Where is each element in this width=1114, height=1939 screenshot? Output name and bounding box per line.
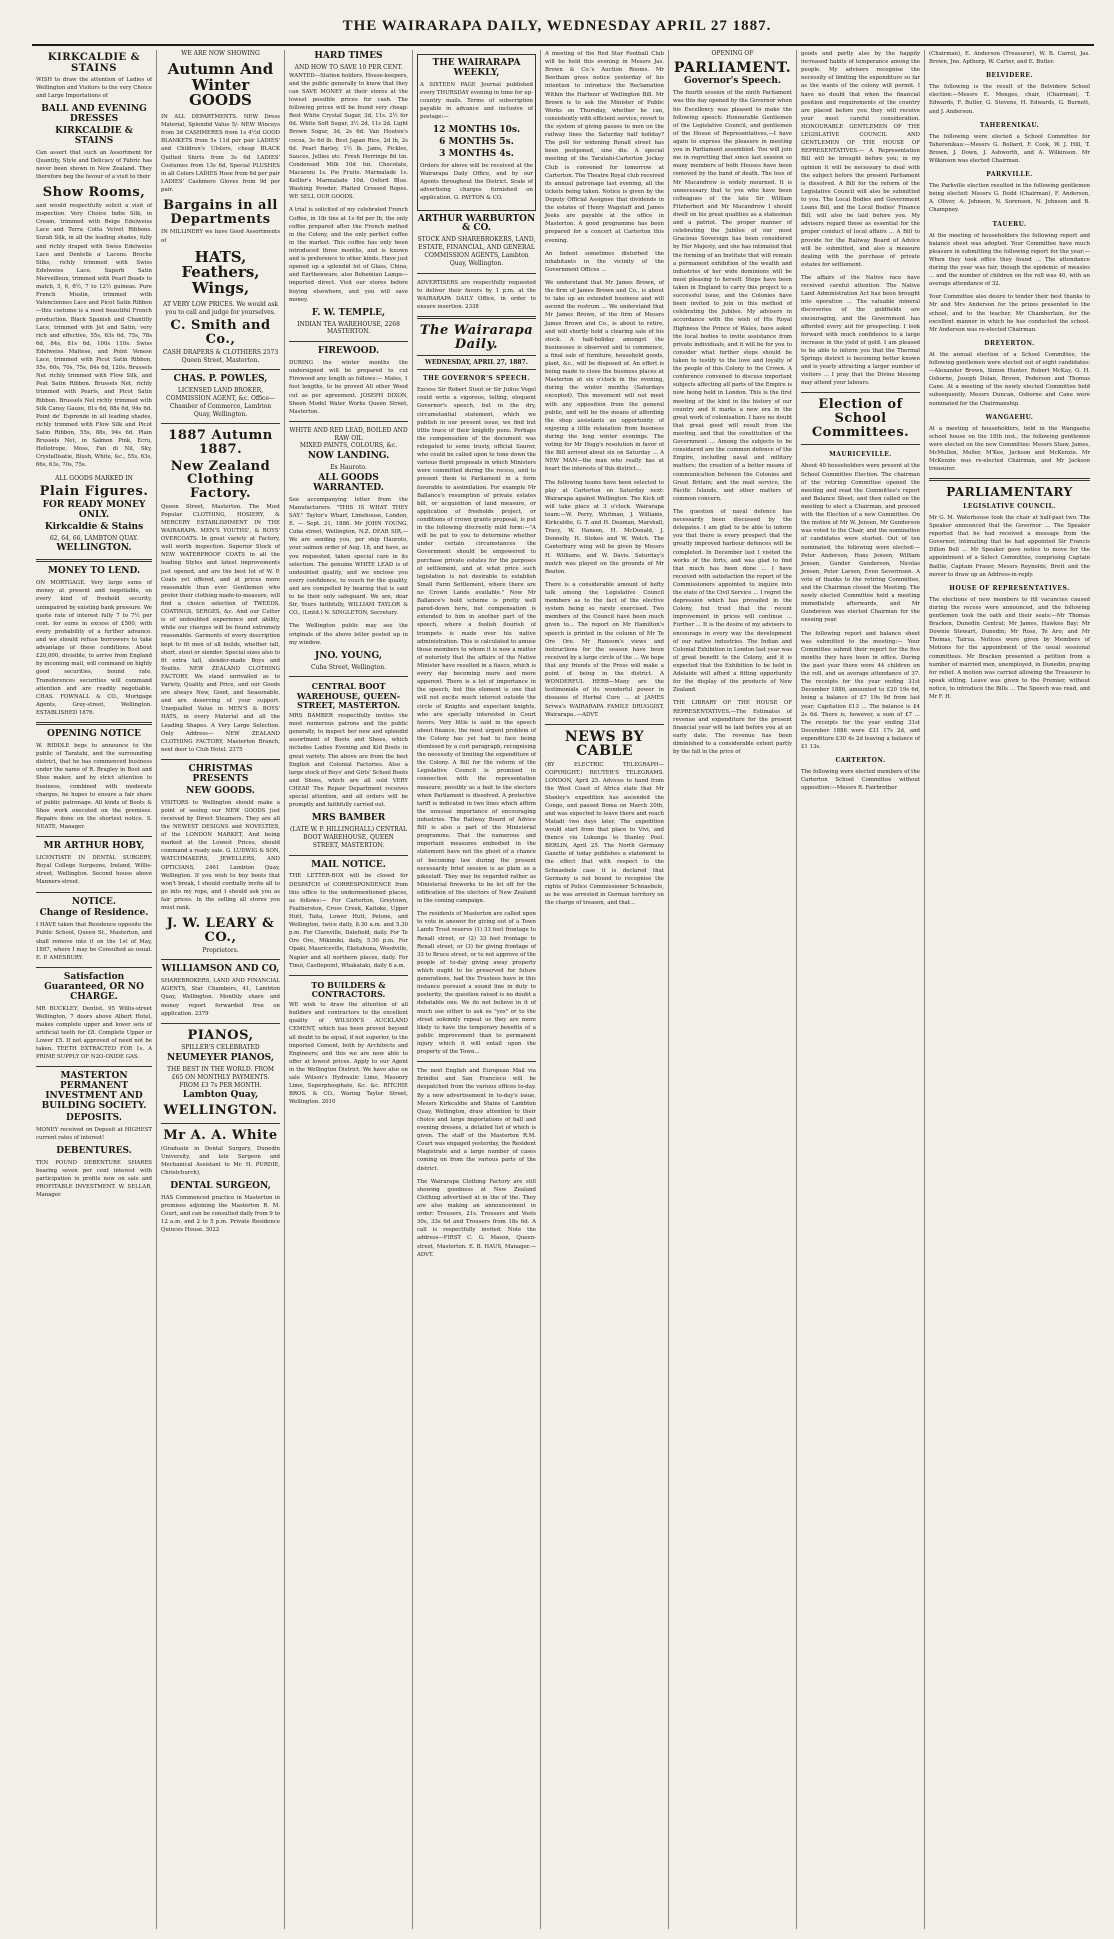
ad-text: Queen Street, Masterton. The Most Popular CLOTHING, HOSIERY, & MERCERY ESTABLISHMENT IN THE WAIRARAPA. MEN'S YOUTHS', & BOYS' OVERCOATS. In great variety at Factory, well worth inspection. Superior Stock of NEW WATERPROOF COATS in all the leading Styles and latest improvements just opened, and are the best lot of W. P. Coats yet offered, and at prices more reasonable than ever. Gentlemen who prefer their clothing made-to-measure, will find a choice selection of TWEEDS, COATINGS, SERGES, &c. And our Cutter is of undoubted experience and ability, while our charges will be found extremely reasonable. Garments of every description kept to fit men of all builds, whether tall, short, stout or slender. Special sizes also to fit extra tall, slender-made Boys and Youths. NEW ZEALAND CLOTHING FACTORY. We stand unrivalled as to Variety, Quality and Price, and our Goods are always New, Good, and Seasonable, and are deserving of your support. Unequalled Value in MEN'S & BOYS' HATS, in every Material and all the Leading Shapes. A Very Large Selection. Only Address— NEW ZEALAND CLOTHING FACTORY, Masterton Branch, next door to Club Hotel. 2375 — [161, 503, 280, 753]
ad-text: IN MILLINERY we have Good Assortments of — [161, 229, 280, 244]
ad-headline: NOTICE. — [71, 896, 117, 907]
article-kicker: OPENING OF — [711, 50, 754, 57]
ad-headline: WILLIAMSON AND CO, — [161, 964, 280, 975]
divider — [289, 341, 408, 342]
article-text: At the annual election of a School Committee, the following gentlemen were elected out of eight candidates:—Alexander Brown, Simon Hunter, Robert McKay, O. H. Osborne, Joseph Dolan, Brown, Pederson and Thomas Cane. At a meeting of the newly elected Committee held subsequently, Messrs Duncan, Osborne and Cane were nominated for the Chairmanship. — [929, 351, 1090, 407]
ad-headline: Mr A. A. White — [163, 1128, 278, 1143]
ad-text: STOCK AND SHAREBROKERS, LAND, ESTATE, FINANCIAL, AND GENERAL COMMISSION AGENTS, Lambton Quay, Wellington. — [417, 236, 536, 267]
ad-text: HAS Commenced practice in Masterton in premises adjoining the Masterton R. M. Court, and can be consulted daily from 9 to 12 a.m. and 2 to 5 p.m. Private Residence Quinces House. 3022 — [161, 1194, 280, 1234]
article-text: About 40 householders were present at the School Committee Election. The chairman of the retiring Committee opened the meeting and read the Committee's report and Balance Sheet, and then called on the meeting to elect a Chairman, and proceed with the Election of a new Committee. On the motion of Mr W. Jensen, Mr Gunderson was voted to the Chair, and the nomination of candidates were started. Out of ten nominated, the following were elected:—Peter Anderson, Hans Jensen, William Jensen, Gunder Gunderson, Nicolas Jensen, Peter Larsen, Even Severinsen. A vote of thanks to the retiring Committee, and the Chairman closed the Meeting. The newly elected Committee held a meeting immediately afterwards, and Mr Gunderson was elected Chairman for the ensuing year. — [801, 463, 920, 624]
ad-text: Orders for above will be received at the Wairarapa Daily Office, and by our Agents throughout the District. Scale of advertising charges furnished on application. G. PAYTON & CO. — [420, 163, 533, 202]
article-headline: PARLIAMENTARY — [946, 485, 1073, 500]
ad-text: MIXED PAINTS, COLOURS, &c. — [299, 442, 398, 450]
article-text: We understand that Mr James Brown, of the firm of James Brown and Co., is about to take up an extended business and will ascend the rostrum ... We understand that Mr James Brown, of the firm of Messrs James Brown and Co., is about to retire, and will shortly hold a clearing sale of his stock. A half-holiday amongst the businesses is observed and to commence, a final sale of furniture, household goods, plant, &c., will be disposed of. An effort is being made to close the business places at Masterton at six o'clock in the evening, during the winter months (Saturdays excepted). This movement will not meet with any opposition from the general public, and will be the means of affording the shop assistants an opportunity of enjoying a little relaxation from business during the long winter evenings. The voting for Mr Hogg's resolution in favor of the Bill arrived about six on Saturday ... A NEW MAN—the man who really has at heart the interests of this district... — [545, 279, 664, 473]
masthead-rule — [32, 44, 1094, 46]
price-row: 12 MONTHS 10s. — [432, 125, 521, 136]
divider — [161, 759, 280, 760]
ad-text: A SIXTEEN PAGE Journal published every THURSDAY evening in time for up-country mails. Terms of subscription payable in advance and inclusive of postage:— — [420, 81, 533, 121]
divider — [289, 975, 408, 976]
ad-headline: J. W. LEARY & CO., — [166, 916, 275, 945]
divider — [289, 855, 408, 856]
ad-text: W. RIDDLE begs to announce to the public of Taratahi, and the surrounding district, that he has commenced business under the name of R. Bragley in Boot and Shoe maker, and by strict attention to business, combined with moderate charges, he hopes to ensure a fair share of public patronage. All kinds of Boots & Shoe work executed on the premises. Repairs done on the shortest notice. S. NEATE, Manager. — [36, 743, 152, 831]
divider — [161, 1123, 280, 1124]
column-2 — [156, 50, 284, 1929]
ad-headline: WELLINGTON. — [56, 543, 132, 554]
article-subheadline: Governor's Speech. — [683, 76, 782, 87]
article-text: An Indent sometimes disturbed the inhabitants in the vicinity of the Government Offices ... — [545, 250, 664, 273]
ad-headline: New Zealand Clothing Factory. — [170, 458, 271, 501]
article-subheadline: HOUSE OF REPRESENTATIVES. — [949, 584, 1070, 592]
divider — [36, 892, 152, 893]
ad-text: SPILLER'S CELEBRATED — [181, 1044, 260, 1052]
divider — [417, 273, 536, 274]
article-text: (BY ELECTRIC TELEGRAPH—COPYRIGHT.) REUTER'S TELEGRAMS. LONDON, April 25. Advices to hand from the West Coast of Africa state that Mr Stanley's expedition has ascended the Congo, and passed Boma on March 20th, and was expected to leave there and reach Matadi two days later. The expedition would start from that place to Vivi, and thence via Lukunga to Stanley Pool. BERLIN, April 25. The North Germany Gazette of today publishes a statement to the effect that with respect to the Schnaebele case it is declared that Germany is not bound to recognise the rights of Police Commissioner Schnaebele, as he was arrested in German territory on the charge of treason, and that... — [545, 762, 664, 906]
ad-text: The Wellington public may see the originals of the above letter posted up in my window. — [289, 623, 408, 646]
ad-headline: HATS, Feathers, Wings, — [181, 247, 260, 298]
ad-headline: FOR READY MONEY ONLY. — [42, 500, 146, 520]
ad-headline: NEW GOODS. — [186, 785, 255, 796]
ad-headline: Autumn And Winter GOODS — [167, 59, 274, 110]
masthead — [0, 0, 1114, 40]
divider — [417, 1061, 536, 1062]
ad-headline: KIRKCALDIE & STAINS — [47, 52, 141, 74]
article-text: The following report and balance sheet was submitted to the meeting:— Your Committee submit their report for the five months they have been in office. During the past year there were 44 children on the roll, and an average attendance of 37. The receipts for the year ending 31st December 1886, amounted to £20 19s 6d, being a balance of £7 19s 9d from last year; Capitation £13 ... The balance is £4 2s 6d. There is, however, a sum of £7 ... The receipts for the year ending 31st December 1886 were £31 17s 2d, and expenditure £30 4s 2d leaving a balance of £1 13s. — [801, 630, 920, 751]
ad-text: LICENTIATE IN DENTAL SURGERY, Royal College Surgeons, Ireland, Willis-street, Wellington. Second house above Manners-street. — [36, 855, 152, 886]
ad-text: (Graduate in Dental Surgery, Dunedin University, and late Surgeon and Mechanical Assistant to Mr. H. PURDIE, Christchurch), — [161, 1145, 280, 1176]
article-subheadline: MAURICEVILLE. — [829, 451, 892, 459]
ad-text: MR BUCKLEY, Dentist, 95 Willis-street Wellington, 7 doors above Albert Hotel, makes complete upper and lower sets of artificial teeth for £8. Complete Upper or Lower £5. If not approved of need not be taken. TEETH EXTRACTED FOR 1s. A PRIME SUPPLY OF N2O-OXIDE GAS. — [36, 1005, 152, 1061]
ad-text: Proprietors. — [202, 946, 239, 954]
article-subheadline: PARKVILLE. — [986, 171, 1033, 179]
ad-headline: ARTHUR WARBURTON & CO. — [417, 213, 536, 234]
ad-headline: MONEY TO LEND. — [47, 566, 141, 577]
ad-text: LICENSED LAND BROKER, COMMISSION AGENT, &c. Office—Chamber of Commerce, Lambton Quay, Wellington. — [166, 387, 275, 418]
article-text: goods and partly also by the happily increased habits of temperance among the people. My advisers recognise the necessity of limiting the expenditure so far as the wants of the colony will permit. I have no doubt that when the financial position and requirements of the country are placed before you they will receive your most careful consideration. HONOURABLE GENTLEMEN OF THE LEGISLATIVE COUNCIL AND GENTLEMEN OF THE HOUSE OF REPRESENTATIVES.— A Representation Bill will be brought before you; in my opinion it will be necessary to deal with the subject before the present Parliament is dissolved. A Bill for the reform of the Legislative Council will also be submitted to you. The Local Bodies and Government Loans Bill, and the Local Bodies' Finance Bill, will also be laid before you. My advisers regard these as essential for the proper conduct of local affairs ... A Bill to provide for the Railway Board of Advice will be submitted, and also a measure dealing with the purchase of private estates for settlement. — [801, 51, 920, 268]
ad-headline: PIANOS, — [187, 1027, 254, 1043]
ad-headline: WELLINGTON. — [163, 1103, 278, 1119]
ad-text: Cuba Street, Wellington. — [311, 663, 386, 671]
column-1 — [32, 50, 156, 1929]
price-row: 6 MONTHS 5s. — [439, 137, 514, 148]
ad-headline: FIREWOOD. — [317, 346, 380, 357]
ad-headline: TO BUILDERS & CONTRACTORS. — [311, 979, 386, 999]
ad-text: A trial is solicited of my celebrated French Coffee, in 1lb tins at 1s 6d per lb, the only coffee prepared after the French method in the Colony, and the only perfect coffee in the market. This coffee has only been introduced three months, and is known and is preference to other kinds. Have just opened up a splendid lot of Glass, China, and Earthenware, also Bohemian Lamps—imported direct. Visit our stores before buying elsewhere, and you will save money. — [289, 207, 408, 303]
ad-text: See accompanying letter from the Manufacturers. "THIS IS WHAT THEY SAY." Taylor's Wharf, Limehouse, London, E. — Sept. 21, 1886. Mr JOHN YOUNG, Cuba street, Wellington, N.Z. DEAR SIR,—We are sending you, per ship Hauroto, your salmon order of Aug. 18, and have, as you requested, taken special care in its selection. The genuine WHITE LEAD is of undoubted quality, and we enclose you every confidence, to vouch for the quality, and are compelled by bearing that is said to be their only safeguard. We are, dear Sir, Yours faithfully, WILLIAM TAYLOR & CO., (Lmtd.) N. SINGLETON, Secretary. — [289, 496, 408, 617]
ad-headline: BALL AND EVENING DRESSES — [41, 104, 147, 125]
ad-text: WISH to draw the attention of Ladies of Wellington and Visitors to the very Choice and Large Importations of — [36, 77, 152, 100]
dateline: WEDNESDAY, APRIL 27, 1887. — [417, 355, 536, 370]
ad-text: Ex Hauroto. — [330, 464, 367, 472]
ad-headline: Change of Residence. — [39, 908, 149, 919]
article-text: The fourth session of the ninth Parliament was this day opened by the Governor when his Excellency was pleased to make the following speech: Honourable Gentlemen of the Legislative Council, and gentlemen of the House of Representatives,—I have again to express the pleasure in meeting you in Parliament assembled. You will join me in regretting that since last session so many members of both Houses have been removed by the hand of death. The loss of Mr Macandrew is widely mourned. It is unnecessary that to you who have been colleagues of the late Sir William Fitzherbert and Mr Macandrew I should dwell on his great qualities as a statesman and a patriot. The proper manner of celebrating the Jubilee of our most Gracious Sovereign has been considered by Her Majesty, and she has intimated that the forming of an Institute that will remain a permanent exhibition of the wealth and industries of her wide dominions will be most pleasing to herself. Steps have been taken in England to carry this project to a successful issue, and the Colonies have been invited to join in this method of celebrating the Jubilee. My advisers in accordance with the wish of His Royal Highness the Prince of Wales, have asked the local bodies to invite assistance from private individuals, and it will be for you to consider what further steps should be taken to testify to the love and loyalty of the people of this Colony to the Crown. A conference convened to discuss important subjects affecting all parts of the Empire is now being held in London. This is the first meeting of the kind in the history of our country and it marks a new era in the great work of colonisation. I have no doubt that great good will result from the meeting, and that the constitution of the Government ... Among the subjects to be considered are the common defence of the Empire, including naval and military matters; the creation of a better means of communication between the Colonies and Great Britain; and the mail service, the Pacific Islands, and other matters of common concern. — [673, 90, 792, 502]
article-text: The residents of Masterton are called upon to vote in answer for giving out of a Town Lands Trust reserve (1) 33 feet frontage to Renall street, or (2) 33 feet frontage to Renall street, or (3) for giving frontage of 33 to Bruce street, or to not approve of the people of to-day giving away property which ought to be preserved for future generations, had the Trustees have in this instance pursued a sound line in duty to posterity, the question raised is no doubt a debatable one. We do not believe in it of much use either to ask us "yes" or to the street solemnly repeat us they are more likely to have the temporary benefits of a public improvement than to permanent injury which it will entail upon the property of the Town... — [417, 911, 536, 1056]
divider — [161, 369, 280, 370]
divider — [36, 967, 152, 968]
ad-headline: DEBENTURES. — [56, 1145, 132, 1156]
ad-headline: 1887 Autumn 1887. — [168, 428, 273, 458]
article-headline: PARLIAMENT. — [673, 59, 792, 76]
article-text: (Chairman), E. Anderson (Treasurer), W. B. Carrol, Jas. Brown, Jno. Apthorp, W. Carter, and E. Butler. — [929, 51, 1090, 66]
article-text: The next English and European Mail via Brindisi and San Francisco will be despatched from the various offices to-day. By a new advertisement in to-day's issue, Messrs Kirkcaldie and Stains of Lambton Quay, Wellington, draw attention to their choice and large importations of ball and evening dresses, a detailed list of which is given. The staff of the Masterton R.M. Court was engaged yesterday, the Resident Magistrate and a large number of cases coming on from the various parts of the district. — [417, 1068, 536, 1172]
column-3 — [284, 50, 412, 1929]
ad-headline: Show Rooms, — [42, 185, 146, 201]
ad-text: WE ARE NOW SHOWING — [181, 50, 260, 57]
article-text: The elections of new members to fill vacancies caused during the recess were announced, and the following gentlemen took the oath and their seats:—Mr Thomas Bracken, Dunedin Central; Mr James, Hawkes Bay; Mr Downie Stewart, Dunedin; Mr Ross, Te Aro; and Mr Thomas, Tairua. Notices were given by Members of Motions for the appointment of the usual sessional committees. Mr Bracken presented a petition from a number of married men, unemployed, in Dunedin, praying for relief. A motion was carried allowing the Treasurer to speak sitting. Leave was given to the Premier, without notice, to introduce the Bills ... The Speech was read, and Mr F. H. — [929, 596, 1090, 701]
article-text: The following teams have been selected to play at Carterton on Saturday next: Wairarapa against Wellington. The Kick off will take place at 3 o'clock. Wairarapa team:—W. Perry, Whitman, J. Williams, Kirkcaldie, G. T. and H. Deaman, Marshall, Tracy, W. Hansen, H. McDonald, J. Donnelly, H. Stokes and W. Welch. The Canterbury wing will be given by Messrs H. Williams, and W. Davis. Saturday's match was played on the grounds of Mr Beaton. — [545, 479, 664, 575]
price-row: 3 MONTHS 4s. — [439, 149, 514, 160]
ad-headline: Plain Figures. — [39, 484, 149, 500]
article-text: The Parkville election resulted in the following gentlemen being elected: Messrs G. Dodd (Chairman), F. Anderson, A. Oliver, A. Johnson, N. Sorensen, N. Johnson and B. Champney. — [929, 183, 1090, 214]
ad-headline: MASTERTON PERMANENT INVESTMENT AND BUILDING SOCIETY. — [41, 1071, 147, 1111]
ad-text: I HAVE taken that Residence opposite the Public School, Queen St., Masterton, and shall remove into it on the 1st of May, 1887, where I may be Consulted as usual. E. P. AMESBURY. — [36, 922, 152, 961]
newspaper-title: THE WAIRARAPA DAILY, WEDNESDAY APRIL 27 1887. — [342, 18, 772, 34]
article-text: The following is the result of the Belvidere School election:—Messrs E. Menges, chair, (Chairman), T. Edwards, F. Butler, G. Stevens, H. Edwards, G. Burnett, and J. Anderson. — [929, 84, 1090, 115]
divider — [36, 836, 152, 837]
ad-headline: DEPOSITS. — [66, 1112, 122, 1123]
article-subheadline: WANGAEHU. — [985, 413, 1034, 421]
article-text: Excess Sir Robert Stout or Sir Julius Vogel could write a vigorous, telling, eloquent Governor's speech, but in the dry, circumstantial statement, which we publish in our present issue, we find but little trace of their knightly pens. Perhaps the compensation of the document was relegated to some trusty, official Saurer, who could be called upon to tone down the various florid proposals in which Ministers were committed during the recess, and to present them to Parliament in a form favorable to assimilation. For example Mr Ballance's resumption of private estates bill, or acquisition of land measure, or application of freeholds project, or conditions of crown grants proposal, is put in the following discreetly mild form:—"A will be put to you to determine whether under certain circumstances the Government should be empowered to purchase private estates for the purposes of settlement, and at what price such legislation is not desirable to establish Small Farm Settlement, where there are no Crown Lands available." Now Mr Ballance's bold scheme is pretty well pared-down here, but compensation is extended to him in another part of the speech, where a foolish flourish of trumpets is made over his native administration. This is calculated to amuse those members to whom it is now a matter of notoriety that the affairs of the Native Minister have resulted in a fiasco, which is every day becoming more and more apparent. There is a lot of importance in the speech, but this element is one that will not excite much interest outside the circle of Knights and expectant knights, who are specially interested in Court favors. Very little is said in the speech about finance, the most urgent problem of the Colony has yet had to face being dismissed by a curt paragraph, recognising the necessity of limiting the expenditure of the Colony. A Bill for the reform of the Legislative Council is promised in connection with the representation measure, possibly as a bait to the electors when Parliament is dissolved. A protective tariff is indicated in two lines which affirm the unusual importance of encouraging industries. The Railway Board of Advice Bill is also a part of the Ministerial programme. That the numerous and important measures embodied in the statement have not the ghost of a chance of becoming law during the present necessarily brief session is as plain as a pikestaff. They may be regarded rather as Ministerial fireworks to be let off for the edification of the electors of New Zealand in the coming campaign. — [417, 387, 536, 905]
ad-headline: JNO. YOUNG, — [315, 650, 382, 661]
ad-headline: Kirkcaldie & Stains — [44, 521, 144, 532]
article-text: The following were elected a School Committee for Taherenikau:—Messrs G. Bollard, F. Cook, W. J. Hill, T. Brown, J. Down, J. Ashworth, and A. Wilkinson. Mr Wilkinson was elected Chairman. — [929, 133, 1090, 164]
ad-text: ON MORTGAGE. Very large sums of money at present and negotiable, on every kind of freehold security, unimpaired by existing bank pressure. We quote rate of interest fully 7 to 7½ per cent. for sums in excess of £500, with every probability of a further advance. and we should refuse borrowers to take advantage of these conditions. About £20,000, divisible, to arrive from England by incoming mail, will command on highly good securities, bound rate. Transferences securities will command attention and are readily negotiable. CHAS. FOWNALL & CO., Mortgage Agents, Grey-street, Wellington. ESTABLISHED 1876. — [36, 580, 152, 717]
divider — [801, 392, 920, 393]
ad-headline: CHAS. P. POWLES, — [173, 374, 268, 385]
column-4 — [412, 50, 540, 1929]
divider — [289, 421, 408, 422]
ad-headline: MR ARTHUR HOBY, — [43, 841, 145, 852]
ad-text: MONEY received on Deposit at HIGHEST current rates of interest! — [36, 1126, 152, 1141]
ad-text: DURING the winter months the undersigned will be prepared to cut Firewood any length as follows:— Males, 1 foot lengths, to be proved All other Wood cut as per agreement. JOSEPH DIXON, Sheen Model Water Works Queen Street, Masterton. — [289, 360, 408, 415]
article-subheadline: TAHERENIKAU. — [979, 121, 1040, 129]
article-text: A meeting of the Red Star Football Club will be held this evening in Messrs Jas. Brown & Co.'s Auction Rooms. Mr Beetham gives notice yesterday of his intention to introduce the Reclamation Within the Harbour of Wellington Bill. Mr Brown is to ask the Minister of Public Works on Thursday, whether he can, consistently with efficient service, revert to the system of giving passes to men on the railway lines the Saturday half holiday? The poll for widening Renall street has been postponed, sine die. A special meeting of the Taratahi-Carterton Jockey Club is convened for tomorrow at Carterton. The Theatre Royal club received its annual patronage last evening, all the tickets being taken. Notice is given by the Deputy Official Assignee that dividends in the estates of Henry Wagstaff and James Jeeks are payable at the office in Masterton. A good programme has been prepared for a concert at Carterton this evening. — [545, 51, 665, 244]
divider — [36, 722, 152, 725]
article-text: THE LIBRARY OF THE HOUSE OF REPRESENTATIVES.—The Estimates of revenue and expenditure for the present financial year will be laid before you at an early date. The revenue has been diminished to a considerable extent partly by the fall in the price of — [673, 700, 792, 756]
ad-text: TEN POUND DEBENTURE SHARES bearing seven per cent interest with participation in profits now on sale and PROFITABLE INVESTMENT. W. SELLAR, Manager. — [36, 1159, 152, 1199]
ad-headline: F. W. TEMPLE, — [311, 307, 386, 318]
article-subheadline: CARTERTON. — [835, 757, 886, 765]
ad-headline: ALL GOODS WARRANTED. — [313, 472, 384, 493]
ad-text: WANTED—Station holders, House-keepers, and the public generally to know that they can SAVE MONEY at their stores at the lowest possible prices for cash. The following prices will be found very cheap: Best White Crystal Sugar, 3d, 11s. 2½ for 6d. White Soft Sugar, 3½ 2d, 11s 2d. Light Brown Sugar, 3d, 2s 6d. Van Houten's cocoa, 3s 6d lb. Best Japan Rice, 2d lb, 2s 6d. Pearl Barley, 1½ lb. Jams, Pickles, Sauces, Jellies etc. Fresh Herrings 8d tin. Condensed Milk 10d tin. Chocolate, Macaroni 1s. Pie Fruits. Marmalade 1s. Keiller's Marmalade 10d. Oxford Blue. Washing Powder. Plaited Crossed Ropes. WE SELL OUR GOODS. — [289, 72, 408, 201]
ad-headline: Lambton Quay, — [182, 1090, 259, 1101]
ad-headline: MRS BAMBER — [311, 813, 386, 824]
column-6 — [668, 50, 796, 1929]
ad-text: ALL GOODS MARKED IN — [55, 474, 133, 482]
article-subheadline: BELVIDERE. — [985, 72, 1034, 80]
article-subheadline: DREYERTON. — [984, 339, 1035, 347]
ad-text: THE LETTER-BOX will be closed for DESPATCH of CORRESPONDENCE from this office to the undermentioned places, as follows:— For Carterton, Greytown, Featherston, Cross Creek, Kaitoke, Upper Hutt, Taita, Lower Hutt, Petone, and Wellington, twice daily, 8.30 a.m. and 5.30 p.m. For Clareville, Dalefield, daily. For Te Ore Ore, Mikimiki, daily, 5.30 p.m. For Opaki, Mauriceville, Eketahuna, Woodville, Napier and all northern places, daily. For Tinui, Castlepoint, Whakataki, daily 6 a.m. — [289, 873, 408, 969]
ad-text: WHITE AND RED LEAD, BOILED AND RAW OIL — [289, 426, 408, 442]
article-text: The affairs of the Native race have received careful attention. The Native Land Administration Act has been brought into operation ... The valuable mineral discoveries of the goldfields are encouraging, and the Government has afforded every aid for prospecting. I look forward with much confidence to a large increase in the yield of gold. I am pleased to be able to inform you that the Thermal Springs district is becoming better known and is yearly attracting a larger number of visitors ... I pray that the Divine blessing may attend your labours. — [801, 274, 920, 387]
divider — [801, 444, 920, 445]
ad-text: Can assert that such an Assortment for Quantity, Style and Delicacy of Fabric has never been shown in New Zealand. They therefore beg the favour of a visit to their — [36, 149, 152, 181]
editorial-masthead: The Wairarapa Daily. — [419, 322, 534, 352]
ad-text: 62, 64, 66, LAMBTON QUAY. — [49, 534, 139, 542]
ad-headline: NOW LANDING. — [307, 451, 390, 462]
ad-headline: MAIL NOTICE. — [311, 859, 386, 870]
article-text: There is a considerable amount of hefty talk among the Legislative Council members as to the fact of the elective system being so rarely exercised. Two members of the Council have been much given to... The report on Mr Hamilton's speech is printed in the column of Mr Te Ore Ore. Mr Ransom's views and instructions for the season have been received by a large circle of the ... We hope that any friends of the Press will make a point of being in the district. A WONDERFUL HERB—Many are the testimonials of its wonderful power in diseases of Herbal Cure ... at JAMES Srrwa's WAIRARAPA FAMILY DRUGGIST, Wairarapa..—ADVT. — [545, 581, 664, 718]
ad-headline: DENTAL SURGEON, — [170, 1181, 271, 1192]
divider — [36, 559, 152, 562]
ad-headline: OPENING NOTICE — [47, 729, 141, 740]
ad-headline: CENTRAL BOOT WAREHOUSE, QUEEN-STREET, MASTERTON. — [296, 681, 401, 710]
article-subheadline: LEGISLATIVE COUNCIL. — [963, 502, 1056, 510]
article-headline: THE GOVERNOR'S SPEECH. — [423, 375, 530, 383]
ad-text: AT VERY LOW PRICES. We would ask you to call and judge for yourselves. — [162, 300, 279, 316]
article-text: The Wairarapa Clothing Factory are still showing goodness at New Zealand Clothing advertised at in the of the. They are also making an announcement in order: Trousers, 21s. Trousers and Vests 30s, 33s 6d and Trousers from 18s 6d. A call is respectfully invited. Note the address—FIRST C. G. Mason, Queen-street, Masterton. E. B. HAUS, Manager.—ADVT. — [417, 1178, 536, 1258]
article-text: At a meeting of householders, held in the Wangaehu school house on the 18th inst., the following gentlemen were elected on the new Committee: Messrs Shaw, James, McMullen, Moller, M'Kee, Jackson and McKenzie. Mr McKenzie was re-elected Chairman, and Mr Jackson treasurer. — [929, 425, 1090, 473]
ad-text: VISITORS to Wellington should make a point of seeing our NEW GOODS just received by Direct Steamers. They are all the NEWEST DESIGNS and NOVELTIES, of the LONDON MARKET, And being marked at the Lowest Prices, should command a ready sale. G. LUDWIG & SON, WATCHMAKERS, JEWELLERS, AND OPTICIANS, 2461 Lambton Quay, Wellington. If you wish to buy boots that won't break, I should cordially invite all to go into my rope, and I should ask you as fair prices. In the selling all stores you must rank. — [161, 799, 280, 912]
divider — [36, 1066, 152, 1067]
divider — [161, 959, 280, 960]
article-text: The question of naval defence has necessarily been discussed by the delegates. I am glad to be able to inform you that there is every prospect that the greatly improved harbour defences will be completed. In December last I visited the works of the forts, and was glad to find that much has been done ... I have received with satisfaction the report of the Commissioners appointed to inquire into the state of the Civil Service ... I regret the depression which has prevailed in the Colony, but trust that the recent improvement in prices will continue ... Further ... It is the desire of my advisers to encourage in every way the development of our native industries. The Indian and Colonial Exhibition in London last year was of great benefit to the Colony, and it is expected that the Exhibition to be held in Adelaide will afford a fitting opportunity for the display of the products of New Zealand. — [673, 508, 792, 694]
divider — [545, 724, 664, 725]
divider — [161, 423, 280, 424]
ad-headline: NEUMEYER PIANOS, — [167, 1053, 274, 1064]
divider — [929, 478, 1090, 481]
article-text: The following were elected members of the Carterton School Committee without opposition:—Messrs R. Fairbrother — [801, 769, 920, 792]
ad-headline: KIRKCALDIE & STAINS — [55, 126, 133, 146]
article-text: At the meeting of householders the following report and balance sheet was adopted. Your Committee have much pleasure in submitting the following report for the year:—When they took office they found ... The attendance during the year was fair, though the epidemic of measles ... and the number of children on the roll was 40, with an average attendance of 32. — [929, 232, 1090, 288]
ad-headline: C. Smith and Co., — [170, 318, 271, 348]
ad-headline: THE WAIRARAPA WEEKLY, — [432, 58, 521, 78]
ad-text: SHAREBROKERS, LAND AND FINANCIAL AGENTS, Star Chambers, 41, Lambton Quay, Wellington. Monthly share and money report forwarded free on application. 2379 — [161, 978, 280, 1017]
ad-text: MRS BAMBER respectfully invites the most numerous patrons and the public generally, to inspect her new and splendid assortment of Boots and Shoes, which includes Ladies Evening and Kid Boots in great variety. The above are from the best English and Colonial Factories. Also a large stock of Boys' and Girls' School Boots and Shoes, which are all sold VERY CHEAP. The Repair Department receives special attention, and all orders will be promptly and faithfully carried out. — [289, 712, 408, 809]
ad-headline: HARD TIMES — [314, 51, 383, 61]
ad-text: INDIAN TEA WAREHOUSE, 2268 MASTERTON. — [297, 320, 400, 336]
article-headline: NEWS BY CABLE — [564, 728, 645, 760]
ad-text: WE wish to draw the attention of all builders and contractors to the excellent quality of WILSON'S AUCKLAND CEMENT, which has been proved beyond all doubt to be equal, if not superior, to the imported Cement, both by Architects and Engineers; and this we are now able to offer at lowest prices. Apply to our Agent in the Wellington District. We have also on sale Wilson's Hydraulic Lime, Masonry Lime, Superphosphate, &c. &c. RITCHIE BROS. & CO., Waring Taylor Street, Wellington. 2010 — [289, 1002, 408, 1106]
ad-headline: Bargains in all Departments — [163, 198, 278, 227]
ad-text: IN ALL DEPARTMENTS. NEW Dress Material, Splendid Value 5/- NEW Winceys from 3d CASHMERES from 1s 4½d GOOD BLANKETS from 5s 11d per pair LADIES' and Children's Ulsters, cheap BLACK Quilted Shirts from 3s 6d LADIES' Costumes from 13s 6d, Special PLUSHES in all Colors LADIES Hose from 6d per pair LADIES' Cashmere Gloves from 9d per pair. — [161, 114, 280, 194]
column-7 — [796, 50, 924, 1929]
article-text: Mr G. M. Waterhouse took the chair at half-past two. The Speaker announced that the Governor ... The Speaker reported that he had received a message from the Governor, intimating that he had appointed Sir Francis Dillon Bell ... Mr Speaker gave notice to move for the appointment of a Select Committee, comprising Captain Baillie, Captain Fraser, Messrs Reynolds, Brett and the mover to draw up an Address-in-reply. — [929, 514, 1090, 578]
ad-text: and would respectfully solicit a visit of inspection. Very Choice Indie Silk, in Cream, trimmed with Beige Edelweiss Lace and Terra Cotta Velvet Ribbons. Surah Silk, in all the leading shades, fully and richly draped with Swiss Edelweiss Lace and Dentelle a' Lacons. Broche Silks, richly trimmed with Swiss Edelweiss Lace. Superb Satin Merveilleux, trimmed with Pearl Beads to match, 5, 6, 6½, 7 to 12½ guineas. Pure French Muslin, trimmed with Valenciennes Lace and Picot Satin Ribbon—this costume is a most beautiful French production. Black Spanish and Chantilly Lace, trimmed with Jet and Satin, very rich and effective, 55s, 63s 6d, 75s, 78s 6d, 84s, 81s 6d, 100s 110s. Swiss Edelweiss Maltese, and Point Venese Lace, trimmed with Picot Satin Ribbon, 55s, 60s, 70s, 75s, 84s 6d, 120s. Brussels Net richly trimmed with Flow Silk, and Peat Satin Ribbon. Brussels Net, richly trimmed with Pearls, and Picot Satin Ribbon. Brussels Net richly trimmed with Silk Cansy Gauze, 81s 6d, 88s 6d, 94s 6d. Point de' Esprende in all leading shades, richly trimmed with Flow Silk and Picot Satin Ribbon, 55s, 88s, 94s 6d. Plain Brussels Net, in Salmon Pink, Ecru, Heliotrope, Moss, Fan di Nil, Sky, Crystallisatie, Blush, White, &c., 55s, 63s, 66s, 63s, 70s, 75s. — [36, 202, 152, 469]
ad-text: THE BEST IN THE WORLD. FROM £65 ON MONTHLY PAYMENTS. FROM £3 7s PER MONTH. — [166, 1066, 275, 1089]
ad-text: (LATE W. P. HILLINGHALL) CENTRAL BOOT WAREHOUSE, QUEEN STREET, MASTERTON. — [289, 826, 407, 849]
ad-text: CASH DRAPERS & CLOTHIERS 2573 Queen Street, Masterton. — [162, 348, 279, 364]
ad-text: AND HOW TO SAVE 10 PER CENT. — [294, 63, 403, 71]
divider — [417, 316, 536, 319]
column-5 — [540, 50, 668, 1929]
article-subheadline: TAUERU. — [992, 220, 1027, 228]
ad-text: ADVERTISERS are respectfully requested to deliver their favors by 1 p.m. at the WAIRARAPA DAILY Office, in order to ensure insertion. 2338 — [417, 279, 536, 310]
ad-headline: Satisfaction Guaranteed, OR NO CHARGE. — [44, 971, 144, 1002]
article-headline: Election of School Committees. — [811, 397, 910, 440]
weekly-subscription-box — [417, 54, 536, 211]
divider — [289, 676, 408, 677]
divider — [161, 1023, 280, 1024]
ad-headline: CHRISTMAS PRESENTS — [188, 764, 253, 784]
article-text: Your Committee also desire to tender their best thanks to Mr and Mrs Anderson for the prizes presented to the school, and to the teacher, Mr Chamberlain, for the excellent manner in which he has conducted the school. Mr Anderson was re-elected Chairman. — [929, 294, 1090, 333]
column-8 — [924, 50, 1094, 1929]
